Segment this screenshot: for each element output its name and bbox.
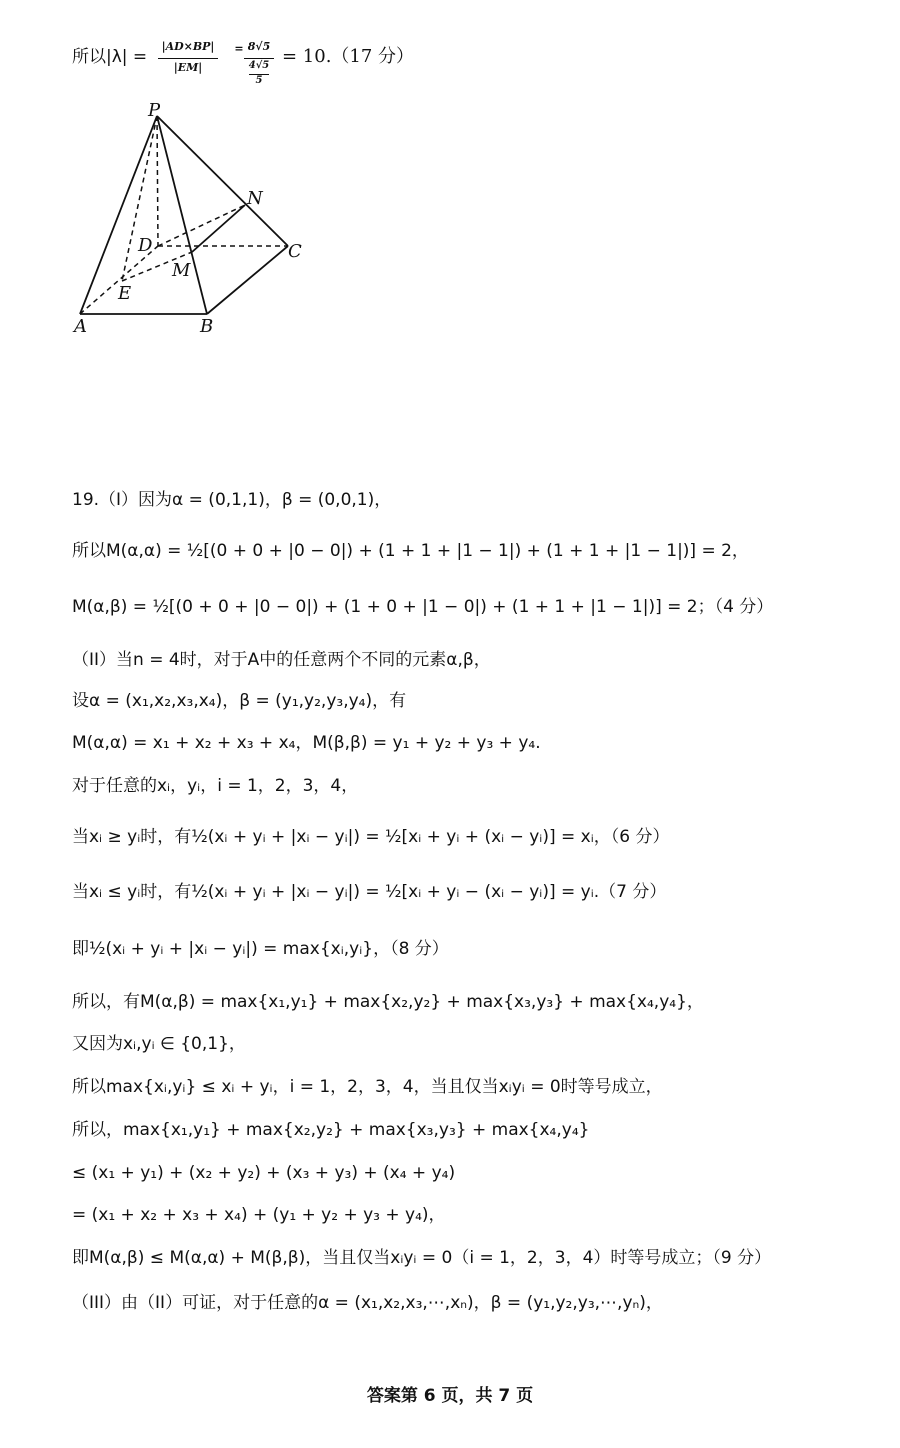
top-line-tail: = 10.（17 分） (282, 46, 415, 67)
text-line: 又因为xᵢ,yᵢ ∈ {0,1}， (72, 1034, 246, 1054)
frac1-denominator: |EM| (173, 61, 203, 74)
edge-BC (207, 246, 288, 314)
edge-PB (157, 116, 207, 314)
label-C: C (288, 241, 302, 262)
label-B: B (200, 316, 214, 337)
text-line: 即M(α,β) ≤ M(α,α) + M(β,β)，当且仅当xᵢyᵢ = 0（i = 1，2，3，4）时等号成立；（9 分） (72, 1248, 772, 1268)
frac2-inner-numerator: 4√5 (248, 60, 270, 71)
label-A: A (74, 316, 87, 337)
frac2-inner-denominator: 5 (255, 75, 263, 86)
text-line: 19.（I）因为α = (0,1,1)，β = (0,0,1)， (72, 490, 392, 510)
segment-PE (122, 116, 157, 281)
edge-PD (157, 116, 158, 246)
text-line: 当xᵢ ≤ yᵢ时，有½(xᵢ + yᵢ + |xᵢ − yᵢ|) = ½[xᵢ + yᵢ − (xᵢ − yᵢ)] = yᵢ.（7 分） (72, 882, 667, 902)
page-footer: 答案第 6 页，共 7 页 (366, 1386, 534, 1406)
segment-NM (192, 205, 245, 252)
label-P: P (148, 100, 161, 121)
frac2-numerator: 8√5 (247, 40, 271, 53)
label-D: D (138, 235, 153, 256)
text-line: 当xᵢ ≥ yᵢ时，有½(xᵢ + yᵢ + |xᵢ − yᵢ|) = ½[xᵢ + yᵢ + (xᵢ − yᵢ)] = xᵢ，（6 分） (72, 827, 670, 847)
frac1-numerator: |AD×BP| (161, 40, 215, 53)
text-line: （III）由（II）可证，对于任意的α = (x₁,x₂,x₃,⋯,xₙ)，β = (y₁,y₂,y₃,⋯,yₙ)， (72, 1293, 663, 1313)
eq-sign-1: = (234, 42, 244, 55)
top-line-lead: 所以|λ| = (72, 47, 148, 67)
frac2-bar (244, 58, 274, 59)
frac1-bar (158, 58, 218, 59)
text-line: 即½(xᵢ + yᵢ + |xᵢ − yᵢ|) = max{xᵢ,yᵢ}，（8 分） (72, 939, 449, 959)
text-line: 所以，max{x₁,y₁} + max{x₂,y₂} + max{x₃,y₃} + max{x₄,y₄} (72, 1120, 590, 1140)
label-E: E (118, 283, 132, 304)
text-line: M(α,β) = ½[(0 + 0 + |0 − 0|) + (1 + 0 + |1 − 0|) + (1 + 1 + |1 − 1|)] = 2；（4 分） (72, 597, 774, 617)
text-line: M(α,α) = x₁ + x₂ + x₃ + x₄，M(β,β) = y₁ + y₂ + y₃ + y₄. (72, 733, 541, 753)
text-line: 设α = (x₁,x₂,x₃,x₄)，β = (y₁,y₂,y₃,y₄)，有 (72, 691, 407, 711)
text-line: 所以M(α,α) = ½[(0 + 0 + |0 − 0|) + (1 + 1 + |1 − 1|) + (1 + 1 + |1 − 1|)] = 2， (72, 541, 749, 561)
pyramid-figure (60, 100, 320, 340)
text-line: （II）当n = 4时，对于A中的任意两个不同的元素α,β， (72, 650, 491, 670)
text-line: = (x₁ + x₂ + x₃ + x₄) + (y₁ + y₂ + y₃ + y₄)， (72, 1205, 446, 1225)
segment-DN (158, 205, 245, 246)
text-line: ≤ (x₁ + y₁) + (x₂ + y₂) + (x₃ + y₃) + (x₄ + y₄) (72, 1163, 456, 1183)
text-line: 所以max{xᵢ,yᵢ} ≤ xᵢ + yᵢ，i = 1，2，3，4，当且仅当xᵢyᵢ = 0时等号成立， (72, 1077, 663, 1097)
label-N: N (247, 188, 263, 209)
text-line: 对于任意的xᵢ，yᵢ，i = 1，2，3，4， (72, 776, 359, 796)
edge-PC (157, 116, 288, 246)
label-M: M (172, 260, 191, 281)
text-line: 所以，有M(α,β) = max{x₁,y₁} + max{x₂,y₂} + max{x₃,y₃} + max{x₄,y₄}， (72, 992, 704, 1012)
